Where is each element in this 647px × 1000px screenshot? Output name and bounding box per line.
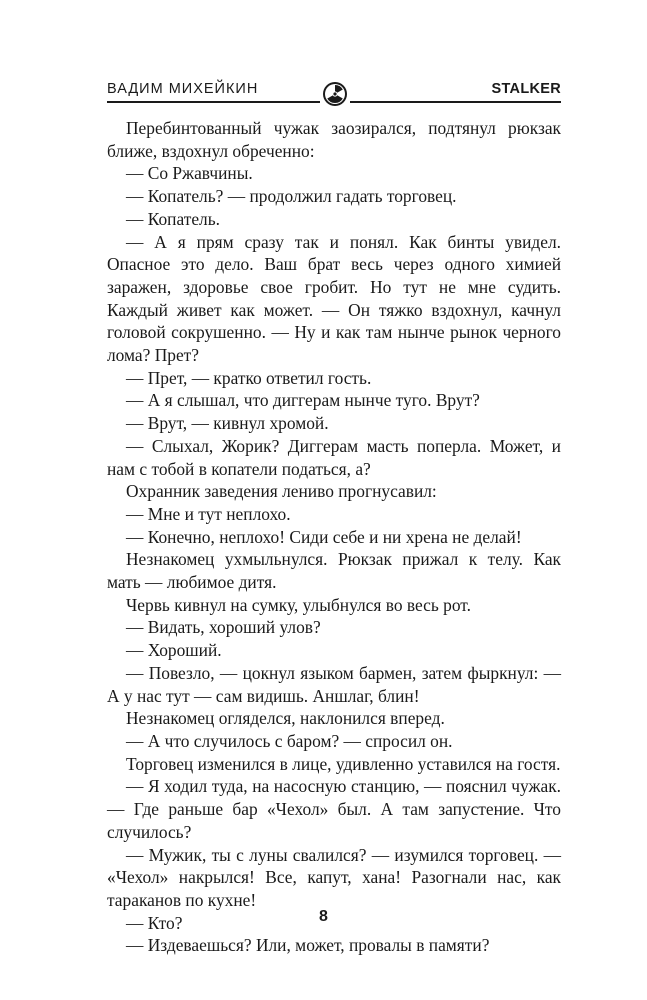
running-header [107,70,561,106]
paragraph: Червь кивнул на сумку, улыбнулся во весь рот. [126,594,471,615]
paragraph: — Врут, — кивнул хромой. [126,413,329,434]
paragraph: — Мне и тут неплохо. [126,503,291,524]
paragraph: — А я слышал, что диггерам нынче туго. Врут? [126,390,480,411]
paragraph: Охранник заведения лениво прогнусавил: [126,481,437,502]
paragraph: — Издеваешься? Или, может, провалы в памяти? [126,935,490,956]
paragraph: — Кто? [126,912,183,933]
paragraph: Незнакомец огляделся, наклонился вперед. [126,708,445,729]
header-rule-right [350,101,561,103]
paragraph: Перебинтованный чужак заозирался, подтянул рюкзак ближе, вздохнул обреченно: [107,118,561,161]
body-text [107,117,561,957]
paragraph: — Видать, хороший улов? [126,617,321,638]
paragraph: — Конечно, неплохо! Сиди себе и ни хрена не делай! [126,526,522,547]
paragraph: — Мужик, ты с луны свалился? — изумился торговец. — «Чехол» накрылся! Все, капут, хана! Разогнали нас, как тараканов по кухне! [107,844,561,910]
radiation-hazard-icon [322,81,348,107]
paragraph: — Копатель. [126,208,221,229]
paragraph: — Я ходил туда, на насосную станцию, — пояснил чужак. — Где раньше бар «Чехол» был. А там запустение. Что случилось? [107,776,561,842]
paragraph: Незнакомец ухмыльнулся. Рюкзак прижал к телу. Как мать — любимое дитя. [107,549,561,593]
paragraph: — А я прям сразу так и понял. Как бинты увидел. Опасное это дело. Ваш брат весь через одного химией заражен, здоровье свое гробит. Но тут не мне судить. Каждый живет как может. — Он тяжко вздохнул, качнул головой сокрушенно. — Ну и как там нынче рынок черного лома? Прет? [107,231,561,366]
paragraph: — А что случилось с баром? — спросил он. [126,730,453,751]
page-number: 8 [319,908,328,925]
paragraph: — Со Ржавчины. [126,163,253,184]
paragraph: Торговец изменился в лице, удивленно уставился на гостя. [126,753,561,774]
header-rule-left [107,101,320,103]
series-name: STALKER [491,81,561,97]
paragraph: — Хороший. [126,640,222,661]
paragraph: — Слыхал, Жорик? Диггерам масть поперла. Может, и нам с тобой в копатели податься, а? [107,435,561,479]
paragraph: — Прет, — кратко ответил гость. [126,367,372,388]
paragraph: — Повезло, — цокнул языком бармен, затем фыркнул: — А у нас тут — сам видишь. Аншлаг, блин! [107,662,561,706]
author-name: ВАДИМ МИХЕЙКИН [107,81,259,97]
paragraph: — Копатель? — продолжил гадать торговец. [126,186,457,207]
